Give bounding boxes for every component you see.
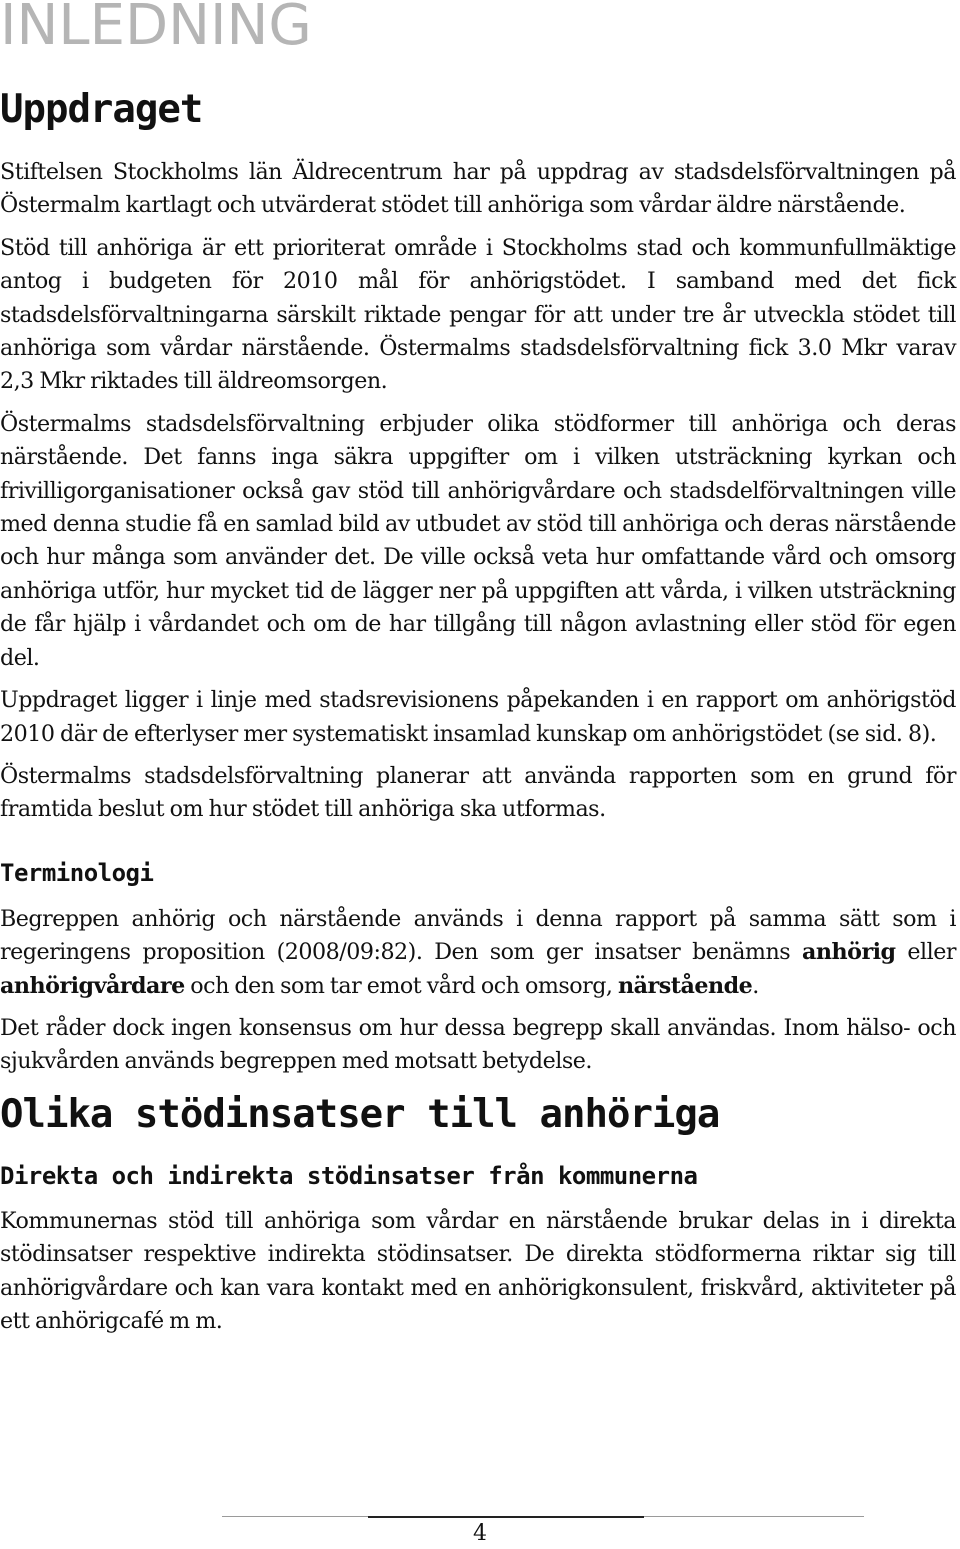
paragraph: Kommunernas stöd till anhöriga som vårdar en närstående brukar delas in i direkta stödinsatser respektive indirekta stödinsatser. De direkta stödformerna riktar sig till anhörigvårdare och kan vara kontakt med en anhörigkonsulent, friskvård, aktiviteter på ett anhörigcafé m m.	[0, 1207, 956, 1334]
text-run: eller	[895, 939, 956, 966]
text-run: .	[752, 972, 759, 999]
paragraph: Östermalms stadsdelsförvaltning erbjuder olika stödformer till anhöriga och deras närstående. Det fanns inga säkra uppgifter om i vilken utsträckning kyrkan och frivilligorganisationer också gav stöd till anhörigvårdare och stadsdelförvaltningen ville med denna studie få en samlad bild av utbudet av stöd till anhöriga och deras närstående och hur många som använder det. De ville också veta hur omfattande vård och omsorg anhöriga utför, hur mycket tid de lägger ner på uppgiften att vårda, i vilken utsträckning de får hjälp i vårdandet och om de har tillgång till någon avlastning eller stöd för egen del.	[0, 410, 956, 671]
paragraph-terminology-definitions	[0, 903, 956, 1003]
paragraph: Stiftelsen Stockholms län Äldrecentrum har på uppdrag av stadsdelsförvaltningen på Östermalm kartlagt och utvärderat stödet till anhöriga som vårdar äldre närstående.	[0, 159, 956, 219]
term-narstaende: närstående	[618, 972, 753, 999]
page-footer	[0, 1508, 960, 1549]
subsection-title-terminologi: Terminologi	[0, 858, 154, 887]
term-anhorig: anhörig	[802, 939, 896, 966]
page-number: 4	[473, 1521, 487, 1546]
text-run: Begreppen anhörig och närstående används i denna rapport på samma sätt som i regeringens proposition (2008/09:82). Den som ger insatser benämns	[0, 905, 956, 966]
paragraph: Uppdraget ligger i linje med stadsrevisionens påpekanden i en rapport om anhörigstöd 2010 där de efterlyser mer systematiskt insamlad kunskap om anhörigstödet (se sid. 8).	[0, 687, 956, 747]
subsection-title-direkta-indirekta: Direkta och indirekta stödinsatser från kommunerna	[0, 1161, 698, 1190]
section-title-olika-stodinsatser: Olika stödinsatser till anhöriga	[0, 1091, 720, 1137]
section-title-uppdraget: Uppdraget	[0, 87, 203, 132]
page-content	[0, 86, 956, 1347]
paragraph: Det råder dock ingen konsensus om hur dessa begrepp skall användas. Inom hälso- och sjukvården används begreppen med motsatt betydelse.	[0, 1014, 956, 1075]
chapter-title: INLEDNING	[0, 0, 312, 58]
text-run: och den som tar emot vård och omsorg,	[184, 972, 619, 999]
term-anhorigvardare: anhörigvårdare	[0, 972, 185, 999]
paragraph: Stöd till anhöriga är ett prioriterat område i Stockholms stad och kommunfullmäktige antog i budgeten för 2010 mål för anhörigstödet. I samband med det fick stadsdelsförvaltningarna särskilt riktade pengar för att under tre år utveckla stödet till anhöriga som vårdar närstående. Östermalms stadsdelsförvaltning fick 3.0 Mkr varav 2,3 Mkr riktades till äldreomsorgen.	[0, 234, 956, 395]
footer-rule-accent	[368, 1516, 644, 1518]
paragraph: Östermalms stadsdelsförvaltning planerar att använda rapporten som en grund för framtida beslut om hur stödet till anhöriga ska utformas.	[0, 762, 956, 823]
